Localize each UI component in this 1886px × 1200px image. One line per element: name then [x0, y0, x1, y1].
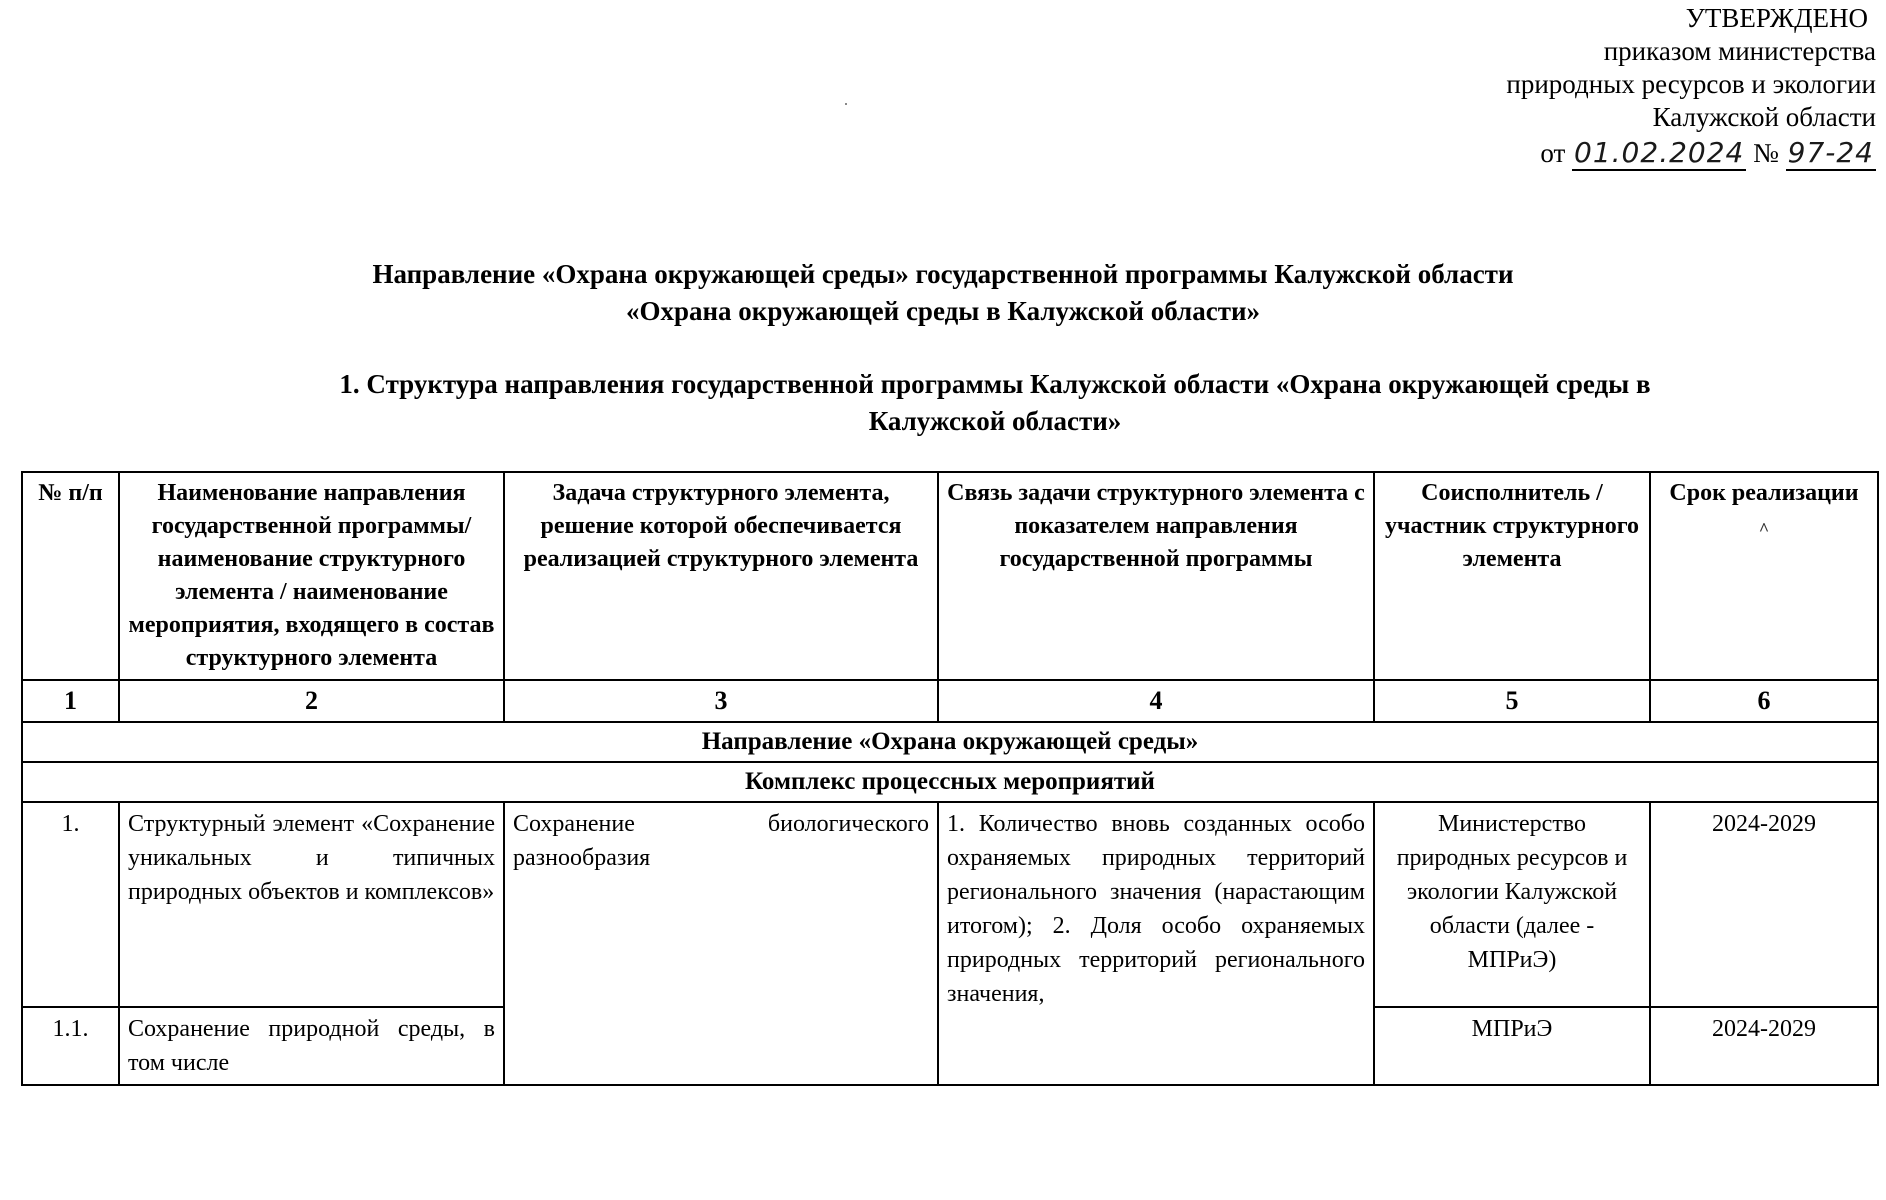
subsection-row-label: Комплекс процессных мероприятий — [22, 762, 1878, 802]
approval-line: приказом министерства — [1603, 36, 1876, 66]
approval-date-line — [1356, 136, 1876, 170]
row-number: 1.1. — [22, 1007, 119, 1085]
row-participant: МПРиЭ — [1374, 1007, 1650, 1085]
row-number: 1. — [22, 802, 119, 1007]
header-period-label: Срок реализации — [1669, 480, 1859, 506]
column-number: 4 — [938, 680, 1374, 722]
document-title — [0, 256, 1886, 330]
header-link: Связь задачи структурного элемента с показателем направления государственной программы — [938, 472, 1374, 680]
row-name: Структурный элемент «Сохранение уникальных и типичных природных объектов и комплексов» — [119, 802, 504, 1007]
document-title-line: «Охрана окружающей среды в Калужской области» — [625, 296, 1261, 326]
section-heading-line: 1. Структура направления государственной программы Калужской области «Охрана окружающей среды в — [339, 369, 1651, 399]
section-heading-line: Калужской области» — [868, 406, 1122, 436]
number-label: № — [1753, 138, 1779, 168]
approval-line: природных ресурсов и экологии — [1506, 69, 1876, 99]
approval-stamp — [1356, 2, 1876, 170]
subsection-row — [22, 762, 1878, 802]
approval-line: Калужской области — [1652, 102, 1876, 132]
column-number: 6 — [1650, 680, 1878, 722]
section-row — [22, 722, 1878, 762]
document-title-line: Направление «Охрана окружающей среды» государственной программы Калужской области — [372, 259, 1514, 289]
header-period — [1650, 472, 1878, 680]
from-label: от — [1540, 138, 1566, 168]
header-number: № п/п — [22, 472, 119, 680]
column-number: 2 — [119, 680, 504, 722]
scan-speck — [845, 103, 847, 105]
table-header-row — [22, 472, 1878, 680]
column-number: 3 — [504, 680, 938, 722]
row-period: 2024-2029 — [1650, 802, 1878, 1007]
scan-mark: ^ — [1758, 519, 1770, 539]
section-row-label: Направление «Охрана окружающей среды» — [22, 722, 1878, 762]
row-link: 1. Количество вновь созданных особо охраняемых природных территорий регионального значения (нарастающим итогом); 2. Доля особо охраняемых природных территорий регионального значения, — [938, 802, 1374, 1085]
structure-table — [21, 471, 1879, 1086]
handwritten-date: 01.02.2024 — [1574, 136, 1745, 169]
section-heading — [215, 366, 1775, 440]
header-name: Наименование направления государственной программы/ наименование структурного элемента / наименование мероприятия, входящего в состав структурного элемента — [119, 472, 504, 680]
column-number: 1 — [22, 680, 119, 722]
handwritten-number: 97-24 — [1787, 136, 1874, 169]
header-participant: Соисполнитель / участник структурного элемента — [1374, 472, 1650, 680]
row-name: Сохранение природной среды, в том числе — [119, 1007, 504, 1085]
row-period: 2024-2029 — [1650, 1007, 1878, 1085]
row-task: Сохранение биологического разнообразия — [504, 802, 938, 1085]
row-participant: Министерство природных ресурсов и экологии Калужской области (далее - МПРиЭ) — [1374, 802, 1650, 1007]
approval-heading: УТВЕРЖДЕНО — [1685, 3, 1868, 33]
header-task: Задача структурного элемента, решение которой обеспечивается реализацией структурного элемента — [504, 472, 938, 680]
column-number-row — [22, 680, 1878, 722]
table-row — [22, 802, 1878, 1007]
column-number: 5 — [1374, 680, 1650, 722]
